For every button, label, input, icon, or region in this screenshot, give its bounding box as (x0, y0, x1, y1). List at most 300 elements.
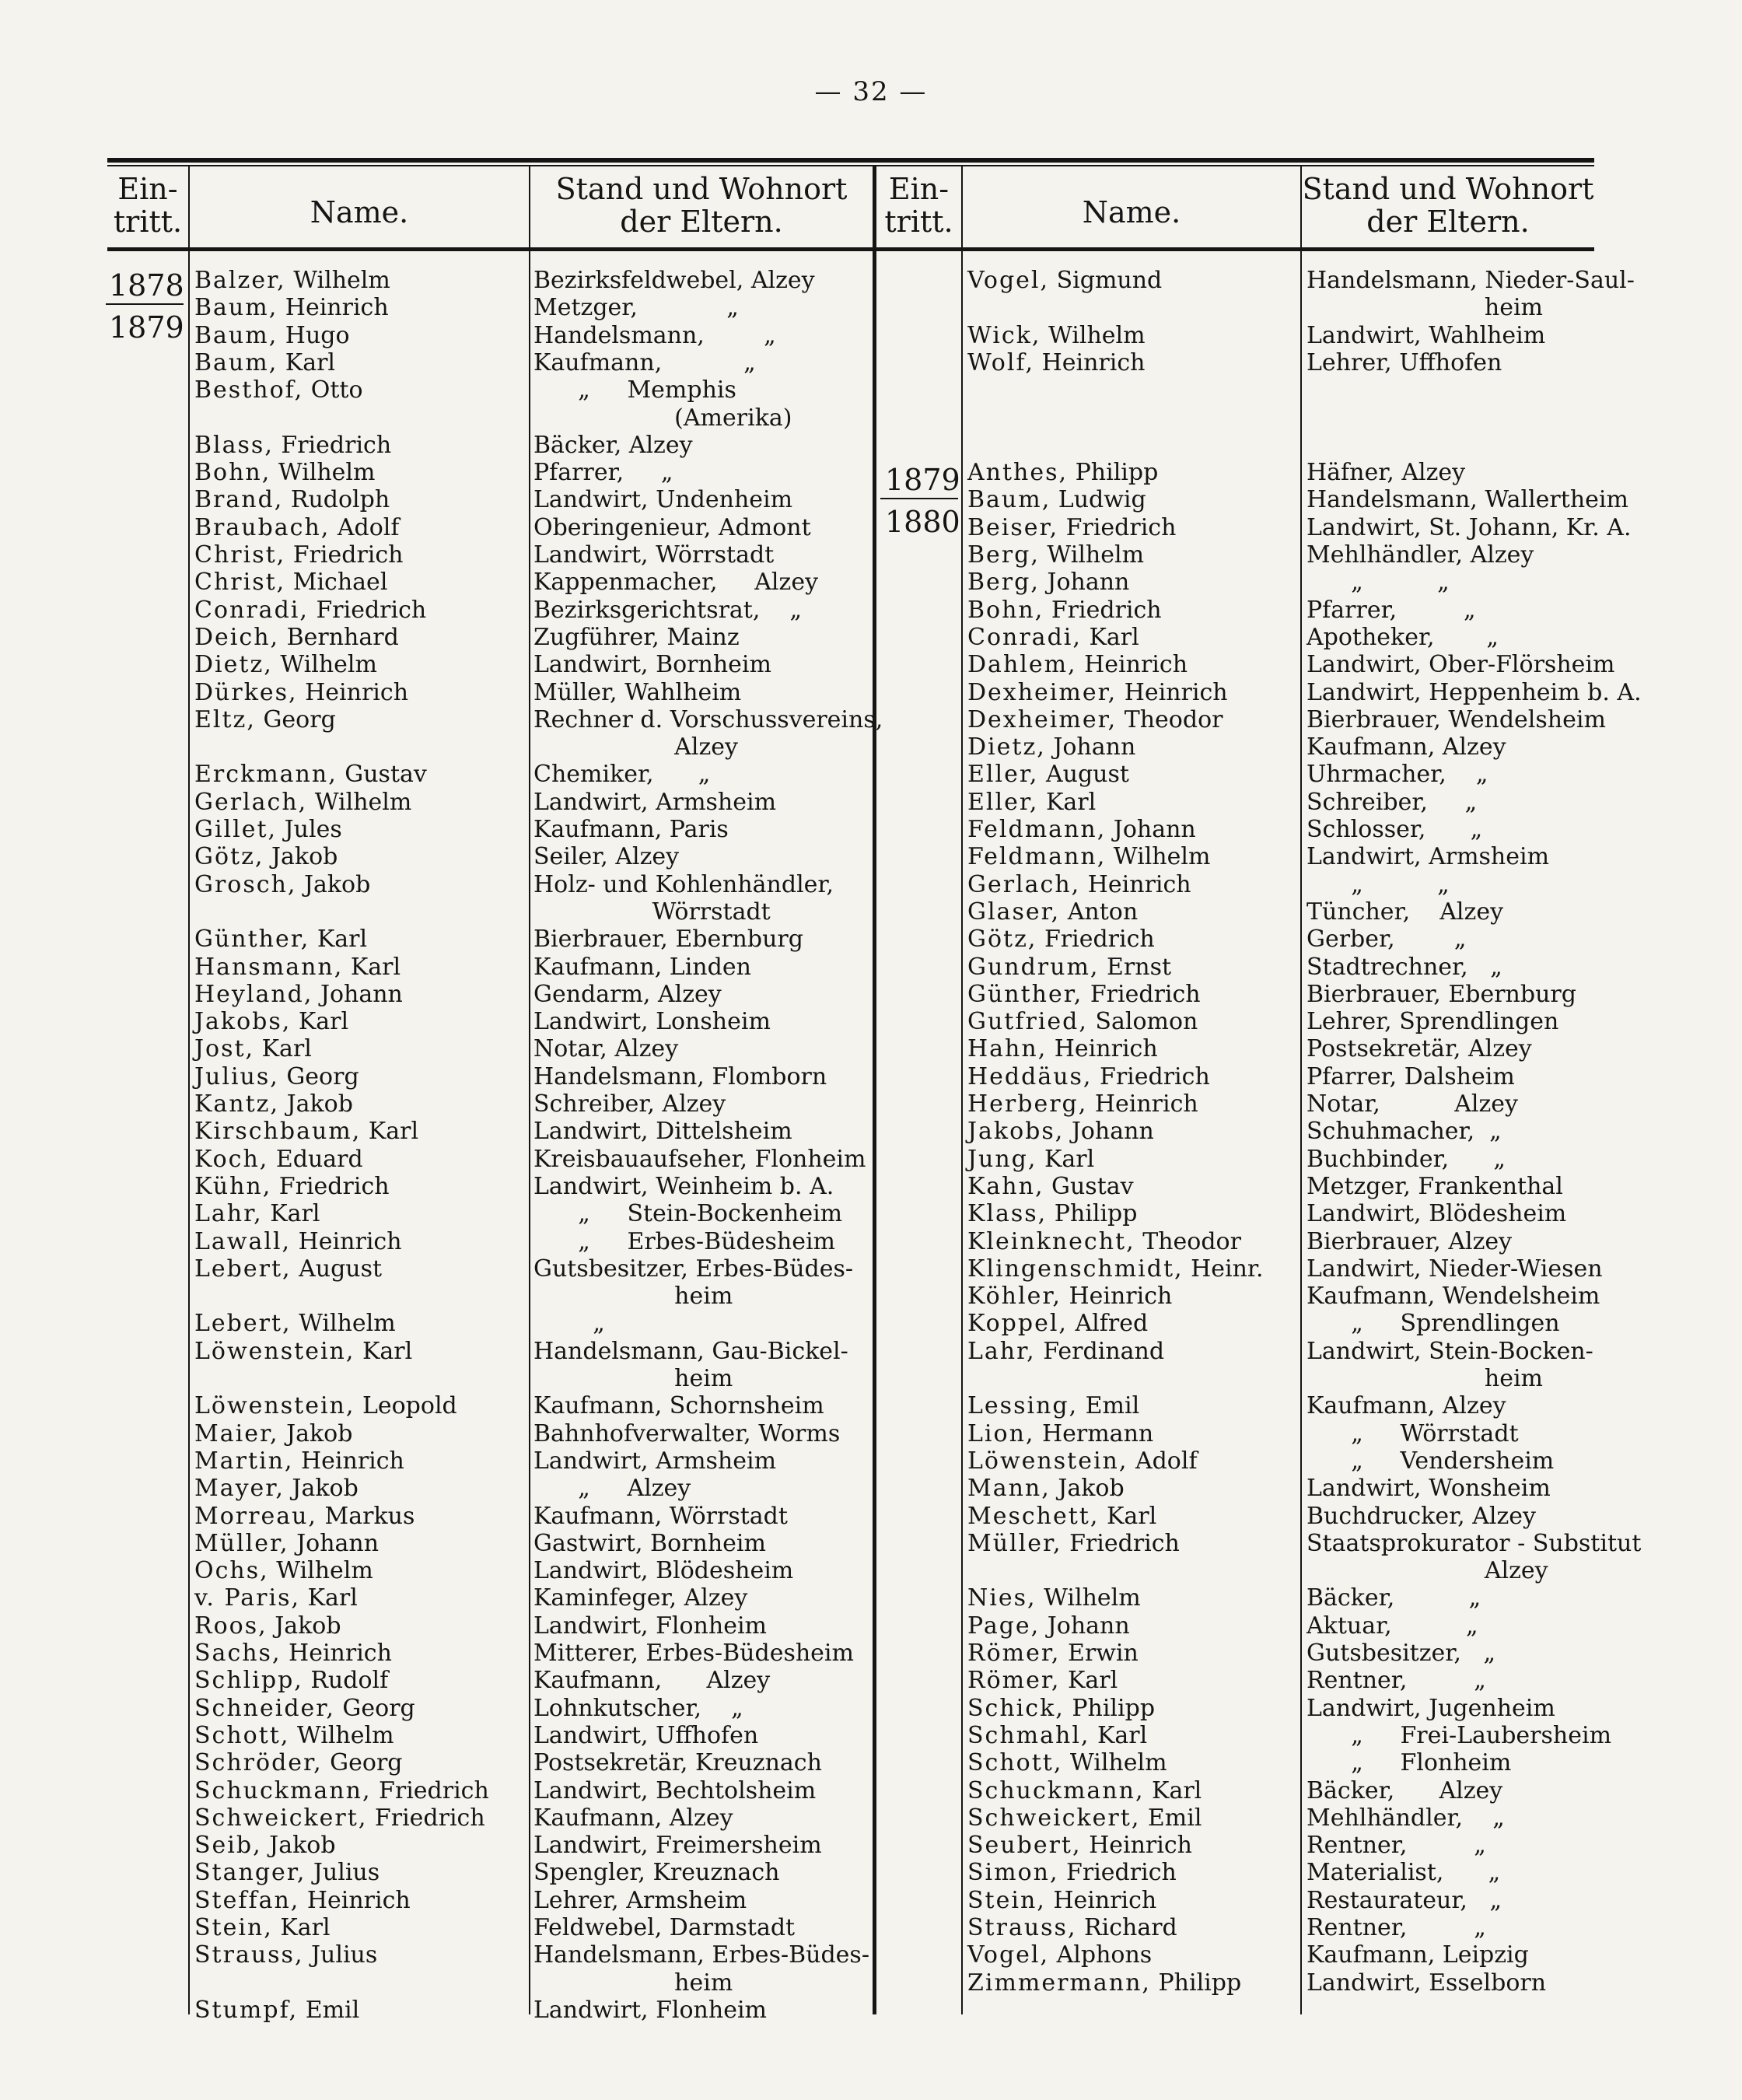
table-row (0, 843, 1742, 870)
parents-occupation-residence: Bezirksgerichtsrat, „ (533, 596, 803, 624)
given-name: Heinrich (291, 1227, 402, 1255)
surname: Günther, (194, 926, 310, 954)
surname: Strauss, (194, 1941, 304, 1969)
parents-occupation-residence: Buchdrucker, Alzey (1306, 1502, 1536, 1530)
surname: Berg, (967, 569, 1040, 597)
table-row (0, 1722, 1742, 1749)
parents-occupation-residence: Landwirt, Nieder-Wiesen (1306, 1255, 1603, 1283)
parents-occupation-residence: Mitterer, Erbes-Büdesheim (533, 1640, 854, 1667)
given-name: Eduard (268, 1145, 363, 1173)
surname: Eller, (967, 788, 1039, 816)
parents-occupation-residence: Lehrer, Sprendlingen (1306, 1008, 1559, 1036)
parents-occupation-residence: Schlosser, „ (1306, 816, 1483, 843)
given-name: Michael (285, 569, 388, 597)
table-row (0, 432, 1742, 459)
surname: Dürkes, (194, 678, 298, 706)
given-name: Heinrich (299, 1886, 411, 1914)
surname: Gillet, (194, 816, 278, 843)
given-name: Heinrich (1061, 1283, 1173, 1311)
parents-occupation-residence: Landwirt, Wahlheim (1306, 321, 1546, 349)
given-name: Friedrich (308, 596, 427, 624)
given-name: Emil (298, 1996, 360, 2024)
given-name: Wilhelm (307, 788, 412, 816)
given-name: Friedrich (1037, 926, 1155, 954)
surname: Schneider, (194, 1694, 335, 1722)
surname: Maier, (194, 1419, 279, 1447)
right-header-parents (1302, 173, 1594, 238)
parents-occupation-residence: Bäcker, Alzey (533, 431, 693, 459)
given-name: Jakob (278, 1419, 353, 1447)
table-row (0, 1859, 1742, 1886)
surname: Stein, (967, 1886, 1046, 1914)
surname: Köhler, (967, 1283, 1062, 1311)
given-name: Heinrich (1081, 1832, 1192, 1860)
given-name: Johann (1040, 1612, 1130, 1640)
parents-occupation-residence: heim (1306, 1365, 1543, 1392)
given-name: Rudolf (303, 1667, 389, 1695)
table-row (0, 1228, 1742, 1255)
table-row (0, 1173, 1742, 1200)
person-name (967, 843, 1210, 870)
left-header-parents-line1: Stand und Wohnort (555, 172, 848, 206)
person-name (967, 1969, 1241, 1997)
surname: Römer, (967, 1667, 1061, 1695)
parents-occupation-residence: Bahnhofverwalter, Worms (533, 1419, 841, 1447)
given-name: Heinrich (1045, 1886, 1157, 1914)
person-name (967, 1777, 1202, 1804)
surname: Eltz, (194, 705, 256, 733)
surname: Morreau, (194, 1502, 317, 1530)
parents-occupation-residence: heim (533, 1365, 733, 1392)
given-name: Johann (313, 980, 403, 1008)
surname: Schott, (194, 1721, 290, 1749)
parents-occupation-residence: Apotheker, „ (1306, 623, 1499, 651)
person-name (967, 1200, 1137, 1227)
parents-occupation-residence: Lohnkutscher, „ (533, 1694, 743, 1722)
surname: Jakobs, (194, 1008, 292, 1036)
surname: Conradi, (194, 596, 309, 624)
parents-occupation-residence: heim (533, 1969, 733, 1997)
parents-occupation-residence: Schreiber, Alzey (533, 1090, 726, 1118)
person-name (967, 1530, 1180, 1557)
table-row (0, 1941, 1742, 1969)
given-name: Friedrich (271, 1172, 390, 1200)
parents-occupation-residence: Materialist, „ (1306, 1859, 1501, 1887)
person-name (967, 541, 1144, 569)
surname: Dietz, (194, 651, 273, 679)
table-row (0, 294, 1742, 321)
table-row (0, 1969, 1742, 1997)
parents-occupation-residence: „ (533, 1310, 605, 1338)
table-row (0, 541, 1742, 569)
given-name: Karl (1037, 1145, 1095, 1173)
given-name: Friedrich (371, 1776, 489, 1804)
given-name: Karl (254, 1035, 312, 1063)
surname: Lion, (967, 1419, 1035, 1447)
given-name: Johann (1045, 733, 1136, 761)
parents-occupation-residence: Schreiber, „ (1306, 788, 1478, 816)
table-row (0, 1503, 1742, 1530)
parents-occupation-residence: Landwirt, Uffhofen (533, 1721, 759, 1749)
surname: Strauss, (967, 1914, 1077, 1941)
person-name (967, 486, 1146, 513)
parents-occupation-residence: heim (533, 1283, 733, 1311)
given-name: Heinrich (278, 294, 389, 322)
given-name: Gustav (1044, 1172, 1134, 1200)
surname: Kahn, (967, 1172, 1044, 1200)
right-year-start: 1879 (885, 463, 960, 497)
person-name (967, 1090, 1198, 1118)
given-name: Jules (277, 816, 342, 843)
parents-occupation-residence: Bierbrauer, Ebernburg (1306, 980, 1576, 1008)
person-name (967, 1832, 1192, 1859)
surname: Christ, (194, 569, 286, 597)
given-name: Emil (1140, 1804, 1202, 1832)
parents-occupation-residence: Kaufmann, Schornsheim (533, 1392, 824, 1420)
given-name: Philipp (1064, 1694, 1156, 1722)
parents-occupation-residence: Rentner, „ (1306, 1667, 1486, 1695)
surname: Erckmann, (194, 761, 338, 789)
given-name: Karl (300, 1584, 358, 1612)
person-name (967, 322, 1146, 349)
parents-occupation-residence: Gastwirt, Bornheim (533, 1529, 766, 1557)
given-name: Ernst (1099, 953, 1172, 981)
given-name: Wilhelm (1106, 843, 1211, 871)
parents-occupation-residence: Kaufmann, Alzey (533, 1804, 733, 1832)
table-row (0, 761, 1742, 788)
parents-occupation-residence: „ Flonheim (1306, 1749, 1512, 1777)
person-name (967, 1118, 1154, 1145)
surname: Wolf, (967, 348, 1035, 376)
person-name (967, 954, 1171, 981)
header-bottom-rule (107, 247, 1594, 251)
person-name (967, 1310, 1148, 1337)
table-row (0, 651, 1742, 678)
surname: Deich, (194, 623, 280, 651)
surname: Schott, (967, 1749, 1063, 1777)
table-row (0, 898, 1742, 926)
parents-occupation-residence: Handelsmann, Gau-Bickel- (533, 1337, 848, 1365)
given-name: Heinrich (293, 1447, 404, 1475)
parents-occupation-residence: Landwirt, Ober-Flörsheim (1306, 651, 1615, 679)
parents-occupation-residence: „ Vendersheim (1306, 1447, 1555, 1475)
surname: Brand, (194, 486, 284, 514)
table-row (0, 1146, 1742, 1173)
person-name (967, 597, 1162, 624)
surname: Günther, (967, 980, 1083, 1008)
surname: Müller, (194, 1529, 289, 1557)
given-name: Hugo (278, 321, 350, 349)
surname: Heyland, (194, 980, 313, 1008)
parents-occupation-residence: Notar, Alzey (1306, 1090, 1518, 1118)
surname: Stumpf, (194, 1996, 299, 2024)
table-row (0, 1667, 1742, 1694)
parents-occupation-residence: Bierbrauer, Ebernburg (533, 926, 803, 954)
parents-occupation-residence: Rechner d. Vorschussvereins, (533, 705, 883, 733)
given-name: Friedrich (1058, 1859, 1177, 1887)
left-year-start: 1878 (109, 268, 184, 303)
parents-occupation-residence: Handelsmann, Flomborn (533, 1062, 827, 1090)
surname: Grosch, (194, 870, 297, 898)
parents-occupation-residence: Landwirt, Freimersheim (533, 1832, 822, 1860)
surname: Vogel, (967, 267, 1050, 294)
parents-occupation-residence: Seiler, Alzey (533, 843, 680, 871)
surname: Dexheimer, (967, 678, 1118, 706)
surname: Bohn, (967, 596, 1044, 624)
given-name: August (1038, 761, 1129, 789)
table-row (0, 514, 1742, 541)
table-row (0, 1035, 1742, 1062)
table-row (0, 1777, 1742, 1804)
person-name (967, 651, 1188, 678)
surname: Stanger, (194, 1859, 306, 1887)
parents-occupation-residence: Aktuar, „ (1306, 1612, 1478, 1640)
given-name: Karl (1099, 1502, 1157, 1530)
given-name: Jakob (264, 843, 338, 871)
surname: Steffan, (194, 1886, 300, 1914)
surname: Conradi, (967, 623, 1082, 651)
parents-occupation-residence: Uhrmacher, „ (1306, 761, 1488, 789)
parents-occupation-residence: Metzger, „ (533, 294, 739, 322)
left-header-entry-line1: Ein- (117, 172, 178, 206)
given-name: Karl (291, 1008, 349, 1036)
parents-occupation-residence: Zugführer, Mainz (533, 623, 740, 651)
surname: Dahlem, (967, 651, 1077, 679)
left-header-entry (107, 173, 188, 238)
surname: Herberg, (967, 1090, 1088, 1118)
table-row (0, 1447, 1742, 1475)
surname: Schick, (967, 1694, 1065, 1722)
parents-occupation-residence: Kaufmann, Wendelsheim (1306, 1283, 1600, 1311)
given-name: Ferdinand (1035, 1337, 1165, 1365)
surname: Sachs, (194, 1640, 282, 1667)
given-name: Adolf (1128, 1447, 1198, 1475)
surname: Mann, (967, 1475, 1051, 1503)
given-name: Heinrich (1117, 678, 1228, 706)
table-row (0, 954, 1742, 981)
person-name (194, 1997, 359, 2024)
right-header-entry-line2: tritt. (884, 205, 953, 239)
parents-occupation-residence: Handelsmann, „ (533, 321, 776, 349)
table-row (0, 376, 1742, 404)
parents-occupation-residence: (Amerika) (533, 404, 792, 432)
given-name: Heinrich (1076, 651, 1188, 679)
person-name (967, 1447, 1198, 1475)
given-name: Erwin (1060, 1640, 1139, 1667)
right-header-entry (876, 173, 961, 238)
person-name (967, 1228, 1241, 1255)
given-name: Emil (1078, 1392, 1140, 1420)
parents-occupation-residence: Landwirt, Bechtolsheim (533, 1776, 817, 1804)
table-row (0, 1914, 1742, 1941)
given-name: Heinrich (297, 678, 409, 706)
surname: Löwenstein, (967, 1447, 1128, 1475)
parents-occupation-residence: Gutsbesitzer, „ (1306, 1640, 1496, 1667)
parents-occupation-residence: „ Alzey (533, 1475, 691, 1503)
surname: Götz, (967, 926, 1037, 954)
person-name (967, 1859, 1177, 1886)
given-name: Karl (262, 1200, 320, 1228)
surname: Anthes, (967, 459, 1069, 487)
person-name (967, 761, 1129, 788)
parents-occupation-residence: „ Memphis (533, 376, 736, 404)
parents-occupation-residence: Restaurateur, „ (1306, 1886, 1502, 1914)
left-year-end: 1879 (109, 310, 184, 345)
parents-occupation-residence: Kappenmacher, Alzey (533, 569, 819, 597)
table-row (0, 486, 1742, 513)
given-name: Salomon (1087, 1008, 1198, 1036)
table-row (0, 1804, 1742, 1832)
table-row (0, 1584, 1742, 1612)
given-name: Jakob (284, 1475, 359, 1503)
given-name: Karl (1060, 1667, 1118, 1695)
person-name (967, 1283, 1172, 1310)
parents-occupation-residence: Staatsprokurator - Substitut (1306, 1529, 1642, 1557)
parents-occupation-residence: Landwirt, Esselborn (1306, 1969, 1547, 1997)
given-name: Theodor (1117, 705, 1223, 733)
given-name: Julius (303, 1941, 378, 1969)
given-name: Karl (343, 953, 401, 981)
person-name (967, 1914, 1177, 1941)
surname: Besthof, (194, 376, 304, 404)
surname: Martin, (194, 1447, 294, 1475)
surname: Klass, (967, 1200, 1048, 1228)
given-name: Johann (1039, 569, 1130, 597)
given-name: August (291, 1255, 383, 1283)
right-header-parents-line2: der Eltern. (1366, 205, 1530, 239)
surname: Baum, (194, 321, 278, 349)
parents-occupation-residence: Mehlhändler, Alzey (1306, 541, 1534, 569)
person-name (967, 1475, 1125, 1502)
given-name: Adolf (330, 513, 400, 541)
person-name (967, 733, 1135, 761)
table-row (0, 1090, 1742, 1118)
given-name: Karl (272, 1914, 331, 1941)
parents-occupation-residence: Lehrer, Uffhofen (1306, 348, 1502, 376)
given-name: Bernhard (279, 623, 399, 651)
parents-occupation-residence: Bezirksfeldwebel, Alzey (533, 267, 815, 294)
parents-occupation-residence: Gutsbesitzer, Erbes-Büdes- (533, 1255, 854, 1283)
person-name (967, 1146, 1094, 1173)
person-name (967, 1420, 1153, 1447)
parents-occupation-residence: Landwirt, Blödesheim (1306, 1200, 1567, 1228)
table-row (0, 404, 1742, 432)
surname: Lessing, (967, 1392, 1079, 1420)
surname: Berg, (967, 541, 1040, 569)
parents-occupation-residence: Pfarrer, „ (1306, 596, 1476, 624)
table-row (0, 597, 1742, 624)
parents-occupation-residence: „ „ (1306, 870, 1450, 898)
given-name: Friedrich (1083, 980, 1201, 1008)
parents-occupation-residence: „ Stein-Bockenheim (533, 1200, 843, 1228)
table-row (0, 981, 1742, 1008)
surname: Schlipp, (194, 1667, 303, 1695)
given-name: Heinrich (1080, 870, 1191, 898)
person-name (967, 1749, 1167, 1776)
right-header-name: Name. (1082, 195, 1181, 229)
parents-occupation-residence: Feldwebel, Darmstadt (533, 1914, 796, 1941)
table-top-rule-thin (107, 165, 1594, 166)
surname: Kühn, (194, 1172, 272, 1200)
given-name: Johann (1064, 1118, 1154, 1146)
left-header-name: Name. (310, 195, 409, 229)
table-row (0, 1887, 1742, 1914)
given-name: Karl (278, 348, 336, 376)
given-name: Georg (334, 1694, 415, 1722)
surname: Schweickert, (194, 1804, 368, 1832)
given-name: Jakob (261, 1832, 336, 1860)
table-row (0, 706, 1742, 733)
table-row (0, 816, 1742, 843)
parents-occupation-residence: „ Wörrstadt (1306, 1419, 1519, 1447)
table-row (0, 1310, 1742, 1337)
right-header-parents-line1: Stand und Wohnort (1302, 172, 1594, 206)
given-name: Wilhelm (271, 459, 376, 487)
surname: Blass, (194, 431, 274, 459)
parents-occupation-residence: Landwirt, Armsheim (1306, 843, 1550, 871)
surname: Page, (967, 1612, 1041, 1640)
given-name: Markus (317, 1502, 415, 1530)
surname: Gundrum, (967, 953, 1100, 981)
surname: Schröder, (194, 1749, 323, 1777)
given-name: Friedrich (285, 541, 404, 569)
parents-occupation-residence: „ Erbes-Büdesheim (533, 1227, 836, 1255)
parents-occupation-residence: Holz- und Kohlenhändler, (533, 870, 834, 898)
parents-occupation-residence: Bäcker, „ (1306, 1584, 1481, 1612)
surname: Zimmermann, (967, 1969, 1151, 1997)
surname: Lahr, (967, 1337, 1036, 1365)
table-top-rule-thick (107, 158, 1594, 163)
parents-occupation-residence: Landwirt, Wörrstadt (533, 541, 775, 569)
surname: Löwenstein, (194, 1392, 355, 1420)
surname: Gutfried, (967, 1008, 1088, 1036)
given-name: Ludwig (1051, 486, 1146, 514)
parents-occupation-residence: Kaufmann, Alzey (1306, 1392, 1506, 1420)
surname: Simon, (967, 1859, 1059, 1887)
given-name: Wilhelm (268, 1557, 373, 1585)
surname: Beiser, (967, 513, 1059, 541)
given-name: Heinrich (1047, 1035, 1158, 1063)
given-name: Wilhelm (1039, 541, 1145, 569)
person-name (967, 706, 1223, 733)
table-row (0, 926, 1742, 953)
person-name (967, 1804, 1202, 1832)
surname: Gerlach, (967, 870, 1081, 898)
person-name (967, 816, 1196, 843)
person-name (967, 1887, 1156, 1914)
parents-occupation-residence: Postsekretär, Kreuznach (533, 1749, 822, 1777)
surname: v. Paris, (194, 1584, 301, 1612)
parents-occupation-residence: Kaufmann, Paris (533, 816, 729, 843)
parents-occupation-residence: Landwirt, Lonsheim (533, 1008, 771, 1036)
person-name (967, 1008, 1198, 1035)
given-name: Jakob (279, 1090, 353, 1118)
parents-occupation-residence: Oberingenieur, Admont (533, 513, 811, 541)
surname: Mayer, (194, 1475, 285, 1503)
given-name: Georg (278, 1062, 359, 1090)
person-name (967, 569, 1129, 596)
table-row (0, 789, 1742, 816)
parents-occupation-residence: Gerber, „ (1306, 926, 1467, 954)
given-name: Heinr. (1183, 1255, 1264, 1283)
left-header-entry-line2: tritt. (113, 205, 183, 239)
surname: Ochs, (194, 1557, 269, 1585)
parents-occupation-residence: Kaufmann, Alzey (1306, 733, 1506, 761)
surname: Baum, (194, 348, 278, 376)
given-name: Heinrich (1034, 348, 1146, 376)
table-row (0, 1392, 1742, 1419)
parents-occupation-residence: Kaufmann, Leipzig (1306, 1941, 1529, 1969)
